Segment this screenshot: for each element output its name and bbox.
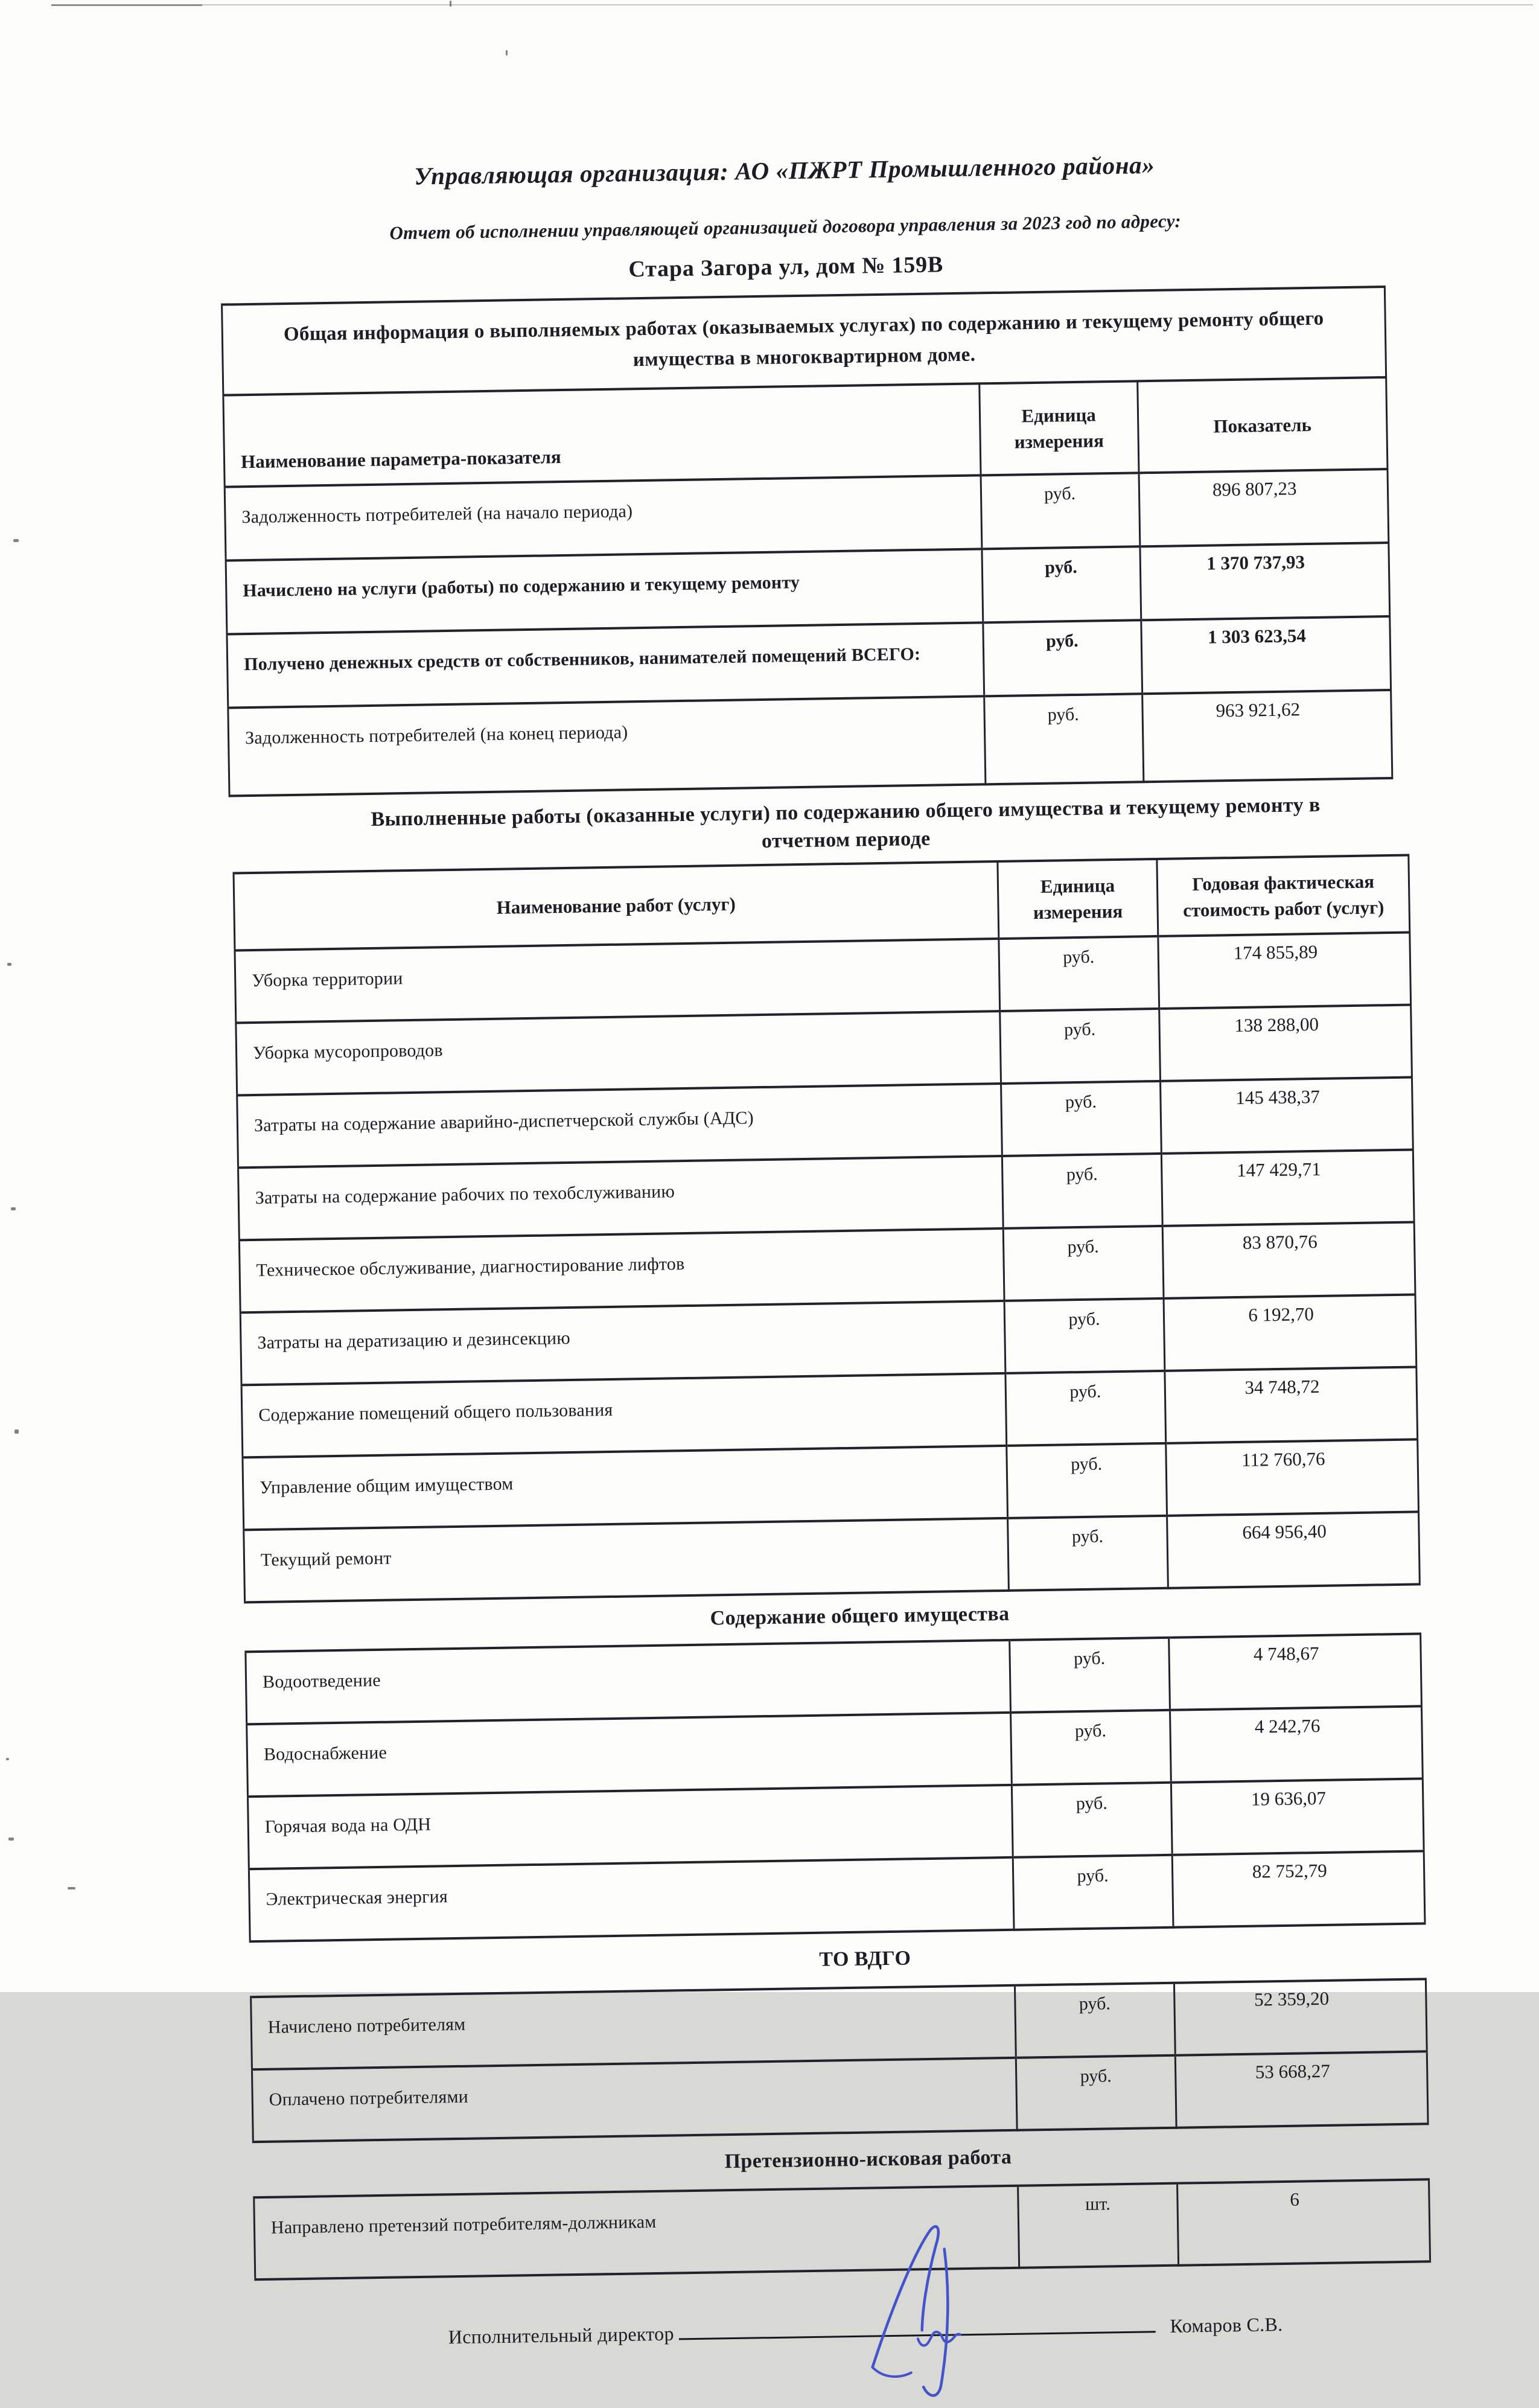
row-value: 83 870,76 [1163,1222,1415,1298]
row-unit: руб. [1005,1371,1166,1446]
row-value: 6 [1177,2179,1430,2265]
works-table [233,854,1421,1604]
signature-line [678,2310,1155,2340]
row-value: 34 748,72 [1165,1367,1417,1443]
signature-block [448,2304,1535,2348]
row-name: Электрическая энергия [249,1857,1013,1941]
row-name: Начислено потребителям [251,1985,1016,2069]
section-title-vdgo: ТО ВДГО [819,1947,911,1971]
row-unit: руб. [983,621,1142,697]
row-unit: руб. [981,547,1141,623]
column-header-value: Годовая фактическая стоимость работ (услуг) [1157,855,1410,936]
row-value: 1 303 623,54 [1141,616,1391,694]
row-value: 82 752,79 [1173,1851,1425,1927]
column-header-value: Показатель [1137,377,1388,473]
general-info-table [221,286,1393,797]
table-caption-row [222,287,1386,395]
row-unit: руб. [984,694,1143,785]
column-header-name: Наименование работ (услуг) [234,861,998,950]
signatory-role: Исполнительный директор [448,2322,674,2348]
table-row [228,690,1392,796]
row-value: 896 807,23 [1139,469,1389,546]
row-value: 138 288,00 [1159,1005,1412,1081]
row-name: Техническое обслуживание, диагностирование лифтов [239,1228,1004,1312]
row-unit: руб. [1004,1298,1165,1373]
section-title-maintenance: Содержание общего имущества [710,1602,1010,1630]
section-title-works: Выполненные работы (оказанные услуги) по содержанию общего имущества и текущему ремонту в отчетном периоде [371,794,1321,853]
scan-speck [11,1207,16,1210]
row-unit: руб. [1001,1081,1162,1156]
table-row [254,2179,1430,2279]
scan-speck [6,1758,9,1760]
row-value: 1 370 737,93 [1140,543,1390,620]
row-name: Водоотведение [246,1640,1010,1724]
row-name: Водоснабжение [247,1713,1012,1796]
scan-edge-line-dark [51,4,202,6]
row-value: 19 636,07 [1171,1778,1424,1854]
row-name: Уборка мусоропроводов [236,1011,1001,1095]
vdgo-table [250,1978,1429,2143]
section-title-claims: Претензионно-исковая работа [724,2145,1012,2173]
column-header-name: Наименование параметра-показателя [223,384,981,487]
row-unit: шт. [1018,2183,1179,2267]
page-title: Управляющая организация: АО «ПЖРТ Промышленного района» [413,150,1155,190]
row-value: 53 668,27 [1176,2051,1428,2127]
row-name: Задолженность потребителей (на конец периода) [228,697,986,796]
row-value: 112 760,76 [1166,1440,1418,1516]
row-name: Затраты на содержание рабочих по техобслуживанию [238,1156,1003,1240]
row-value: 963 921,62 [1142,690,1392,782]
claims-table [253,2178,1431,2281]
table-header-row [223,377,1388,487]
row-unit: руб. [1003,1226,1164,1301]
row-name: Оплачено потребителями [252,2058,1016,2142]
row-name: Управление общим имуществом [243,1446,1007,1530]
row-unit: руб. [1013,1855,1174,1930]
row-name: Направлено претензий потребителям-должникам [254,2186,1019,2279]
scan-speck [8,1838,14,1841]
column-header-unit: Единица измерения [997,859,1158,939]
scan-speck [14,1429,19,1434]
scan-speck [68,1887,75,1889]
row-unit: руб. [1006,1443,1167,1518]
row-name: Начислено на услуги (работы) по содержанию и текущему ремонту [226,549,983,634]
row-value: 145 438,37 [1161,1078,1413,1154]
row-value: 174 855,89 [1158,933,1410,1009]
row-name: Горячая вода на ОДН [248,1785,1013,1869]
row-unit: руб. [1009,1638,1170,1713]
row-unit: руб. [1016,2055,1177,2130]
row-unit: руб. [999,1009,1161,1084]
row-unit: руб. [981,473,1140,549]
document-content [64,0,1536,2354]
row-name: Затраты на содержание аварийно-диспетчерской службы (АДС) [237,1084,1002,1167]
report-subtitle: Отчет об исполнении управляющей организацией договора управления за 2023 год по адресу: [389,210,1182,244]
row-value: 52 359,20 [1174,1979,1427,2055]
row-unit: руб. [1015,1983,1176,2058]
row-value: 4 748,67 [1169,1634,1421,1710]
row-unit: руб. [1010,1710,1171,1785]
row-unit: руб. [1012,1783,1173,1857]
row-unit: руб. [1002,1154,1163,1228]
row-unit: руб. [1007,1516,1168,1591]
row-value: 6 192,70 [1164,1295,1416,1371]
row-value: 147 429,71 [1162,1150,1414,1226]
column-header-unit: Единица измерения [979,382,1138,476]
row-value: 664 956,40 [1167,1512,1420,1588]
row-name: Задолженность потребителей (на начало периода) [225,476,981,561]
signatory-name: Комаров С.В. [1170,2313,1283,2337]
row-name: Содержание помещений общего пользования [241,1373,1006,1457]
signature-ink [858,2213,1000,2396]
row-name: Получено денежных средств от собственников, нанимателей помещений ВСЕГО: [227,623,984,708]
row-unit: руб. [998,936,1159,1011]
scan-speck [13,539,19,542]
table-caption: Общая информация о выполняемых работах (оказываемых услугах) по содержанию и текущему ремонту общего имущества в многоквартирном доме. [222,287,1386,395]
maintenance-table [244,1632,1426,1943]
row-name: Текущий ремонт [244,1518,1008,1602]
row-value: 4 242,76 [1170,1706,1423,1782]
scan-speck [7,963,11,966]
row-name: Уборка территории [235,939,999,1023]
building-address: Стара Загора ул, дом № 159В [628,252,944,283]
row-name: Затраты на дератизацию и дезинсекцию [240,1301,1005,1385]
